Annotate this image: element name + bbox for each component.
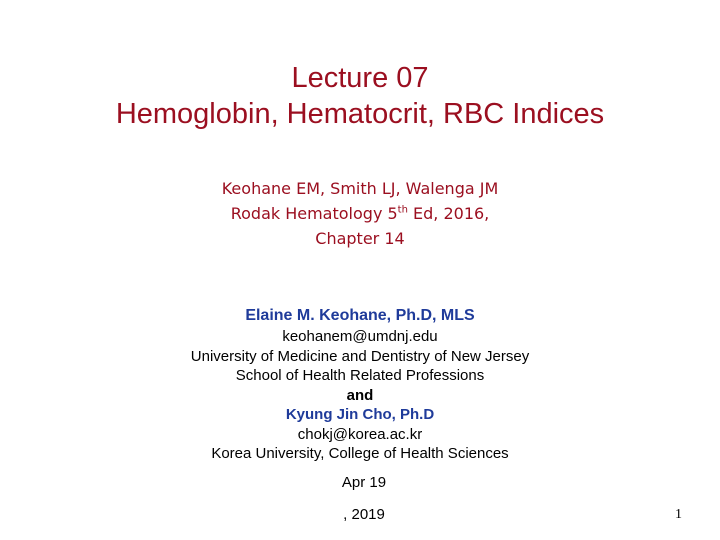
author-connector: and: [346, 386, 374, 404]
reference-chapter: Chapter 14: [315, 229, 405, 248]
page-number: 1: [675, 507, 682, 522]
author-2-institution: Korea University, College of Health Sciences: [211, 445, 509, 462]
author-2-name: Kyung Jin Cho, Ph.D: [285, 406, 435, 423]
title-line-2: Hemoglobin, Hematocrit, RBC Indices: [115, 98, 605, 130]
author-1-name: Elaine M. Keohane, Ph.D, MLS: [245, 307, 475, 324]
reference-book-title: Rodak Hematology 5: [230, 204, 398, 223]
author-1-institution: University of Medicine and Dentistry of New Jersey: [190, 347, 530, 365]
reference-edition-sup: th: [397, 204, 408, 216]
author-1-email: keohanem@umdnj.edu: [282, 328, 438, 345]
author-1-school: School of Health Related Professions: [235, 367, 485, 384]
reference-citation: [0, 176, 720, 251]
reference-edition-year: Ed, 2016,: [407, 204, 490, 223]
slide-title: [0, 60, 720, 132]
title-line-1: Lecture 07: [291, 62, 429, 94]
date-line-2: , 2019: [343, 506, 385, 523]
author-2-email: chokj@korea.ac.kr: [297, 425, 423, 443]
reference-book: [0, 201, 720, 226]
date-line-1: Apr 19: [341, 474, 387, 491]
author-block: [0, 305, 720, 464]
reference-authors: Keohane EM, Smith LJ, Walenga JM: [221, 179, 499, 198]
